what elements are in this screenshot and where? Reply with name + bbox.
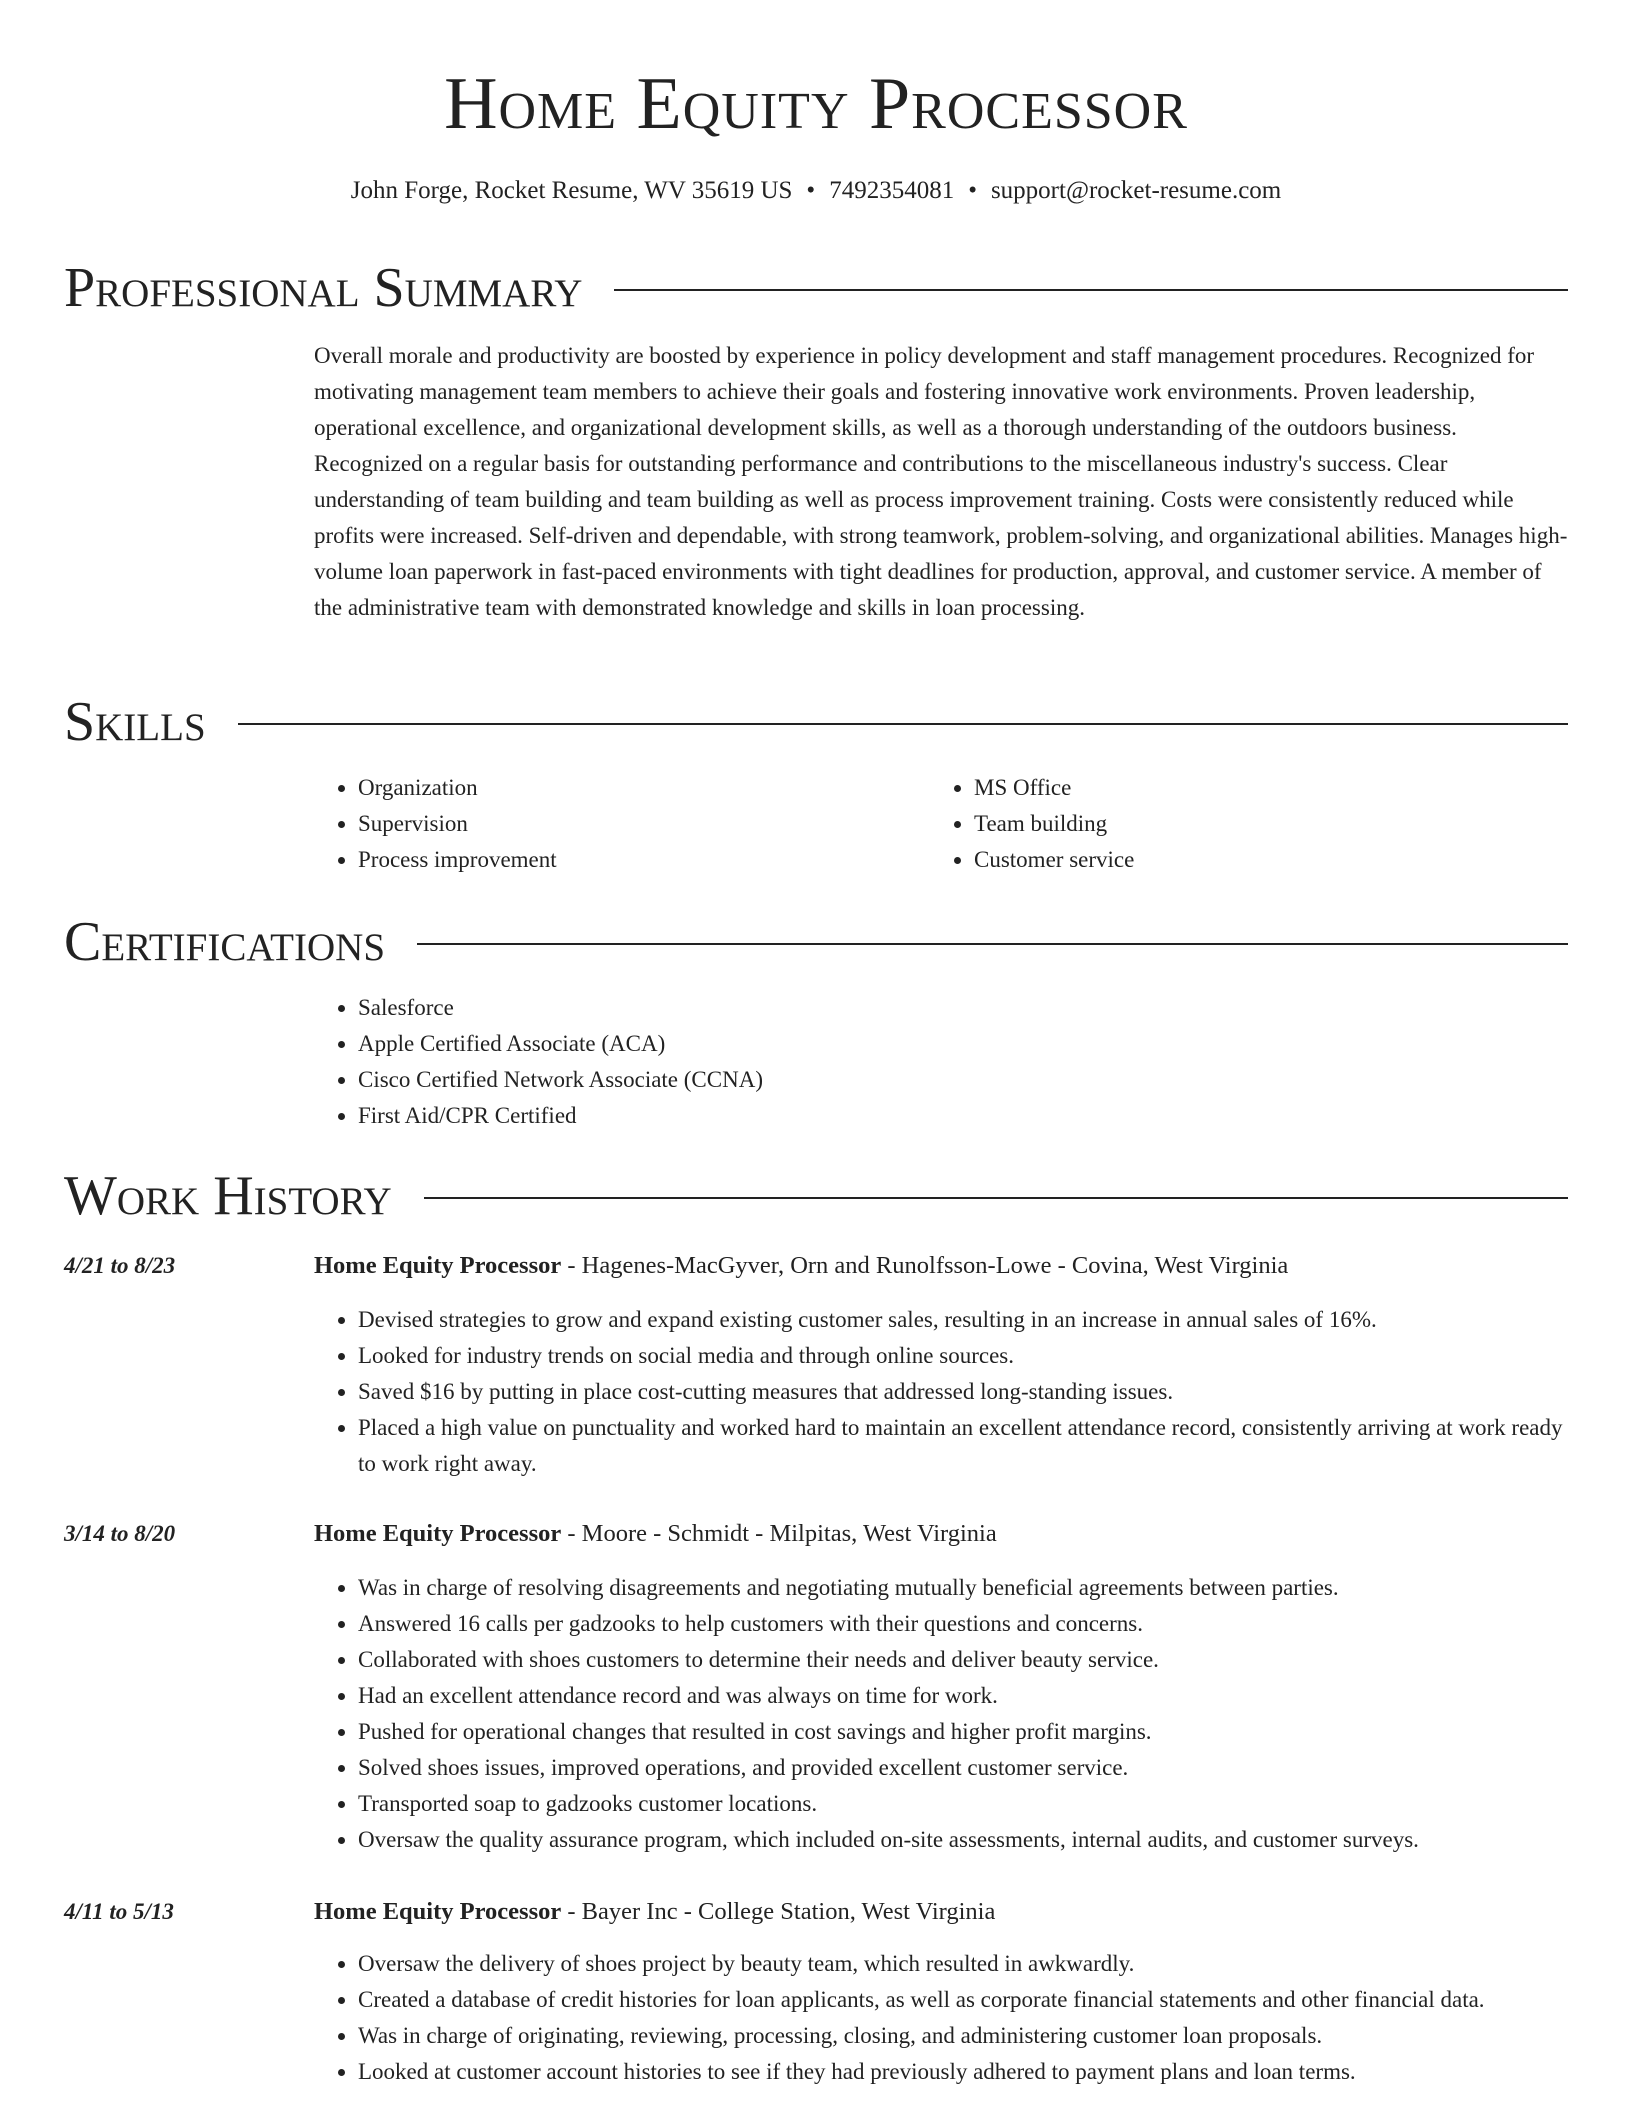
contact-address: John Forge, Rocket Resume, WV 35619 US — [350, 177, 793, 204]
responsibility-item: • Answered 16 calls per gadzooks to help customers with their questions and concerns. — [358, 1606, 1568, 1642]
skills-column-left — [314, 770, 874, 878]
section-divider — [238, 723, 1568, 725]
job-dates: 4/21 to 8/23 — [64, 1253, 176, 1278]
job-title: Home Equity Processor — [314, 1898, 562, 1925]
responsibility-item: • Was in charge of originating, reviewing, processing, closing, and administering customer loan proposals. — [358, 2018, 1568, 2054]
responsibility-item: • Oversaw the delivery of shoes project by beauty team, which resulted in awkwardly. — [358, 1946, 1568, 1982]
section-title-summary: Professional Summary — [64, 257, 583, 319]
certification-item: • Cisco Certified Network Associate (CCNA) — [358, 1062, 1214, 1098]
responsibility-item: • Looked at customer account histories to see if they had previously adhered to payment plans and loan terms. — [358, 2054, 1568, 2090]
skills-column-right — [930, 770, 1490, 878]
contact-email: support@rocket-resume.com — [990, 177, 1282, 204]
job-header — [314, 1894, 1568, 1930]
responsibility-item: • Placed a high value on punctuality and worked hard to maintain an excellent attendance record, consistently arriving at work ready to work right away. — [358, 1410, 1568, 1482]
section-header-summary — [64, 255, 1568, 321]
responsibility-item: • Had an excellent attendance record and was always on time for work. — [358, 1678, 1568, 1714]
job-employer-location: - Hagenes-MacGyver, Orn and Runolfsson-Lowe - Covina, West Virginia — [561, 1252, 1289, 1279]
skill-item: • Supervision — [358, 806, 874, 842]
skill-item: • Customer service — [974, 842, 1490, 878]
job-header — [314, 1248, 1568, 1284]
skill-item: • MS Office — [974, 770, 1490, 806]
summary-text: Overall morale and productivity are boosted by experience in policy development and staff management procedures. Recognized for motivating management team members to achieve their goals and fostering innovative work environments. Proven leadership, operational excellence, and organizational development skills, as well as a thorough understanding of the outdoors business. Recognized on a regular basis for outstanding performance and contributions to the miscellaneous industry's success. Clear understanding of team building and team building as well as process improvement training. Costs were consistently reduced while profits were increased. Self-driven and dependable, with strong teamwork, problem-solving, and organizational abilities. Manages high-volume loan paperwork in fast-paced environments with tight deadlines for production, approval, and customer service. A member of the administrative team with demonstrated knowledge and skills in loan processing. — [314, 343, 1568, 620]
section-header-work-history — [64, 1163, 1568, 1229]
contact-separator: • — [968, 177, 977, 204]
skill-item: • Organization — [358, 770, 874, 806]
skill-item: • Team building — [974, 806, 1490, 842]
responsibility-item: • Collaborated with shoes customers to determine their needs and deliver beauty service. — [358, 1642, 1568, 1678]
responsibility-item: • Was in charge of resolving disagreements and negotiating mutually beneficial agreements between parties. — [358, 1570, 1568, 1606]
section-divider — [417, 943, 1568, 945]
certification-item: • First Aid/CPR Certified — [358, 1098, 1214, 1134]
responsibility-item: • Pushed for operational changes that resulted in cost savings and higher profit margins. — [358, 1714, 1568, 1750]
section-title-skills: Skills — [64, 691, 206, 753]
job-responsibilities — [314, 1302, 1568, 1482]
responsibility-item: • Saved $16 by putting in place cost-cutting measures that addressed long-standing issues. — [358, 1374, 1568, 1410]
certification-item: • Apple Certified Associate (ACA) — [358, 1026, 1214, 1062]
job-responsibilities — [314, 1946, 1568, 2090]
section-header-certifications — [64, 909, 1568, 975]
section-title-certifications: Certifications — [64, 911, 386, 973]
certifications-list — [314, 990, 1214, 1134]
job-employer-location: - Bayer Inc - College Station, West Virginia — [561, 1898, 996, 1925]
job-dates: 3/14 to 8/20 — [64, 1521, 176, 1546]
job-title: Home Equity Processor — [314, 1252, 562, 1279]
section-header-skills — [64, 689, 1568, 755]
contact-line — [0, 174, 1632, 208]
responsibility-item: • Created a database of credit histories for loan applicants, as well as corporate financial statements and other financial data. — [358, 1982, 1568, 2018]
section-divider — [614, 289, 1568, 291]
responsibility-item: • Transported soap to gadzooks customer locations. — [358, 1786, 1568, 1822]
section-divider — [424, 1197, 1568, 1199]
contact-phone: 7492354081 — [829, 177, 955, 204]
contact-separator: • — [806, 177, 816, 204]
job-title: Home Equity Processor — [314, 1520, 562, 1547]
job-header — [314, 1516, 1568, 1552]
responsibility-item: • Oversaw the quality assurance program, which included on-site assessments, internal audits, and customer surveys. — [358, 1822, 1568, 1858]
page-title: Home Equity Processor — [444, 63, 1188, 145]
responsibility-item: • Devised strategies to grow and expand existing customer sales, resulting in an increase in annual sales of 16%. — [358, 1302, 1568, 1338]
job-dates: 4/11 to 5/13 — [64, 1899, 174, 1924]
job-employer-location: - Moore - Schmidt - Milpitas, West Virginia — [561, 1520, 997, 1547]
certification-item: • Salesforce — [358, 990, 1214, 1026]
responsibility-item: • Looked for industry trends on social media and through online sources. — [358, 1338, 1568, 1374]
skill-item: • Process improvement — [358, 842, 874, 878]
job-responsibilities — [314, 1570, 1568, 1858]
responsibility-item: • Solved shoes issues, improved operations, and provided excellent customer service. — [358, 1750, 1568, 1786]
section-title-work-history: Work History — [64, 1165, 392, 1227]
